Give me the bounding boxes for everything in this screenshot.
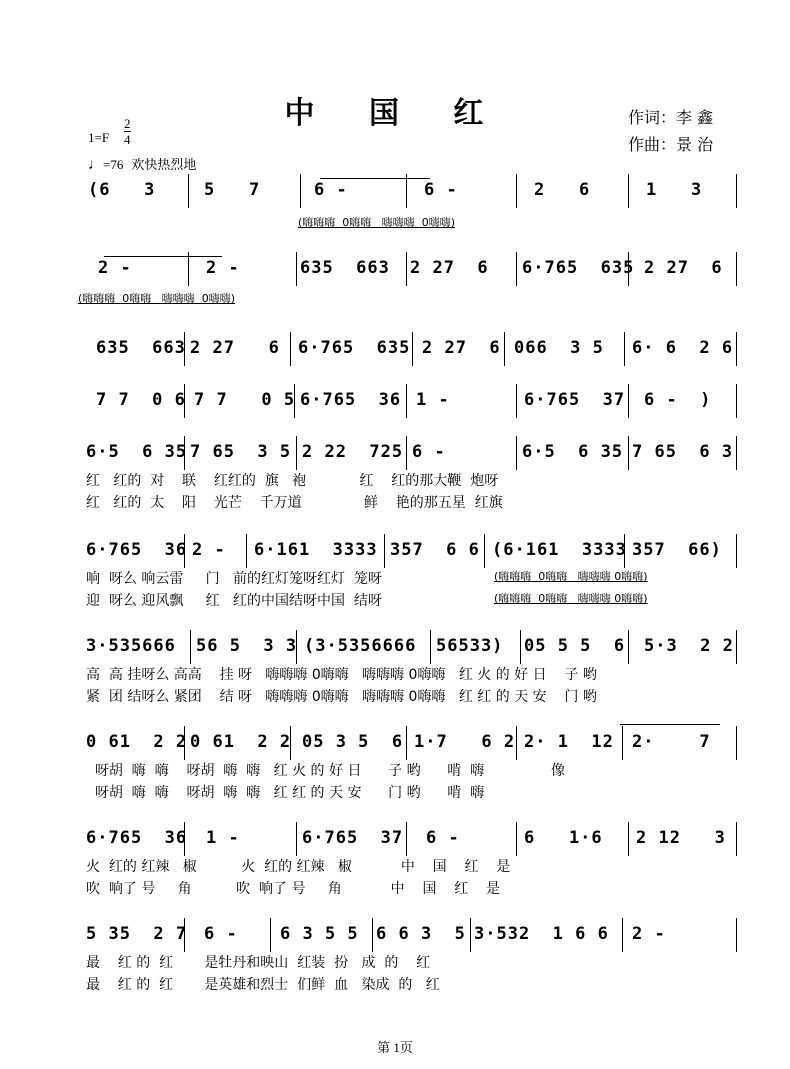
tempo-value: =76 <box>103 157 124 172</box>
barline <box>736 534 737 568</box>
lyrics-verse-2: 吹 响了 号 角 吹 响了 号 角 中 国 红 是 <box>86 881 501 897</box>
measure: 6 - ) <box>644 390 712 410</box>
barline <box>622 918 623 952</box>
lyricist: 作词：李 鑫 <box>628 108 714 127</box>
interlude-vocal: (嗨嗨嗨 0嗨嗨 嗨嗨嗨 0嗨嗨) <box>78 292 236 305</box>
measure: 2 - <box>206 258 240 278</box>
song-title: 中 国 红 <box>284 96 506 131</box>
measure: 5 7 <box>204 180 261 200</box>
lyrics-verse-1: 呀胡 嗨 嗨 呀胡 嗨 嗨 红 火 的 好 日 子 哟 啃 嗨 像 <box>86 763 565 779</box>
measure: 7 65 3 5 <box>190 442 292 462</box>
measure: 6·765 635 <box>522 258 635 278</box>
measure: 6· 6 2 6 <box>632 338 734 358</box>
measure: 6·5 6 35 <box>522 442 624 462</box>
barline <box>516 384 517 418</box>
measure-line <box>84 388 744 414</box>
lyrics-verse-2: 最 红 的 红 是英雄和烈士 们鲜 血 染成 的 红 <box>86 977 440 993</box>
barline <box>736 726 737 760</box>
barline <box>628 384 629 418</box>
measure: 2 27 6 <box>190 338 280 358</box>
measure: 7 7 0 5 <box>194 390 296 410</box>
measure: 7 65 6 3 <box>632 442 734 462</box>
interlude-vocal: (嗨嗨嗨 0嗨嗨 嗨嗨嗨 0嗨嗨) <box>494 570 648 583</box>
barline <box>384 534 385 568</box>
measure: 6 6 3 5 <box>376 924 466 944</box>
measure: 635 663 <box>96 338 186 358</box>
lyrics-verse-2: 呀胡 嗨 嗨 呀胡 嗨 嗨 红 红 的 天 安 门 哟 啃 嗨 <box>86 785 485 801</box>
measure: (6 3 <box>88 180 156 200</box>
measure: 2 6 <box>534 180 591 200</box>
barline <box>296 436 297 470</box>
measure: 2 - <box>192 540 226 560</box>
barline <box>412 332 413 366</box>
measure: 357 6 6 <box>390 540 480 560</box>
barline <box>406 436 407 470</box>
lyrics-verse-1: 火 红的 红辣 椒 火 红的 红辣 椒 中 国 红 是 <box>86 859 511 875</box>
measure: 56 5 3 3 <box>196 636 298 656</box>
barline <box>430 630 431 664</box>
interlude-vocal: (嗨嗨嗨 0嗨嗨 嗨嗨嗨 0嗨嗨) <box>298 216 456 229</box>
measure: 6·765 37 <box>524 390 626 410</box>
measure: 6 3 5 5 <box>280 924 359 944</box>
barline <box>188 252 189 286</box>
interlude-vocal: (嗨嗨嗨 0嗨嗨 嗨嗨嗨 0嗨嗨) <box>494 592 648 605</box>
barline <box>516 726 517 760</box>
barline <box>406 822 407 856</box>
quarter-note-icon: ♩ <box>88 157 103 173</box>
lyrics-verse-2: 紧 团 结呀么 紧团 结 呀 嗨嗨嗨 0嗨嗨 嗨嗨嗨 0嗨嗨 红 红 的 天 安 门 哟 <box>86 689 597 705</box>
barline <box>628 630 629 664</box>
measure-line <box>84 336 744 362</box>
tie <box>620 724 720 725</box>
measure-line <box>84 922 744 948</box>
barline <box>188 174 189 208</box>
barline <box>516 252 517 286</box>
measure: 05 3 5 6 <box>302 732 404 752</box>
measure: 1 3 <box>646 180 703 200</box>
measure: 6 - <box>426 828 460 848</box>
barline <box>270 918 271 952</box>
barline <box>484 534 485 568</box>
measure: 1 - <box>416 390 450 410</box>
measure: 56533) <box>436 636 504 656</box>
mood-marking: 欢快热烈地 <box>131 157 197 172</box>
measure: 1 - <box>206 828 240 848</box>
measure: 3·532 1 6 6 <box>474 924 609 944</box>
measure: 066 3 5 <box>514 338 604 358</box>
credits <box>628 104 713 158</box>
barline <box>736 918 737 952</box>
measure: 2 - <box>632 924 666 944</box>
lyrics-verse-2: 红 红的 太 阳 光芒 千万道 鲜 艳的那五星 红旗 <box>86 495 503 511</box>
barline <box>246 534 247 568</box>
measure: 6 - <box>204 924 238 944</box>
measure: 635 663 <box>300 258 390 278</box>
measure: 6 - <box>314 180 348 200</box>
barline <box>628 822 629 856</box>
measure: (3·5356666 <box>304 636 417 656</box>
measure: 2· 1 12 <box>524 732 614 752</box>
tempo-marking <box>88 154 196 174</box>
measure: 2 22 725 <box>302 442 404 462</box>
measure: 2 12 3 <box>636 828 726 848</box>
measure: 6 - <box>412 442 446 462</box>
measure-line <box>84 826 744 852</box>
tie <box>320 178 430 179</box>
barline <box>406 252 407 286</box>
measure: 6·765 37 <box>302 828 404 848</box>
measure: 6·5 6 35 <box>86 442 188 462</box>
barline <box>736 630 737 664</box>
barline <box>516 822 517 856</box>
measure-line <box>84 538 744 564</box>
measure-line <box>84 440 744 466</box>
barline <box>290 332 291 366</box>
barline <box>516 174 517 208</box>
measure-line <box>84 256 744 282</box>
measure: 6·161 3333 <box>254 540 378 560</box>
time-denominator: 4 <box>124 132 131 147</box>
measure: 2 27 6 <box>422 338 501 358</box>
barline <box>296 252 297 286</box>
measure: (6·161 3333 <box>492 540 627 560</box>
barline <box>624 332 625 366</box>
barline <box>736 174 737 208</box>
barline <box>520 630 521 664</box>
barline <box>516 436 517 470</box>
lyrics-verse-1: 最 红 的 红 是牡丹和映山 红装 扮 成 的 红 <box>86 955 431 971</box>
barline <box>736 252 737 286</box>
barline <box>736 436 737 470</box>
lyrics-verse-1: 红 红的 对 联 红红的 旗 袍 红 红的那大鞭 炮呀 <box>86 473 499 489</box>
measure: 6·765 36 <box>300 390 402 410</box>
composer: 作曲：景 治 <box>628 135 714 154</box>
measure: 3·535666 <box>86 636 176 656</box>
measure: 05 5 5 6 <box>524 636 626 656</box>
barline <box>622 726 623 760</box>
measure-line <box>84 730 744 756</box>
time-numerator: 2 <box>124 116 131 131</box>
time-signature <box>124 116 131 147</box>
measure: 5 35 2 7 <box>86 924 188 944</box>
barline <box>628 174 629 208</box>
measure: 2 - <box>98 258 132 278</box>
barline <box>504 332 505 366</box>
measure: 1·7 6 2 <box>414 732 516 752</box>
measure: 6 - <box>424 180 458 200</box>
barline <box>406 384 407 418</box>
measure: 357 66) <box>632 540 722 560</box>
barline <box>372 918 373 952</box>
barline <box>406 726 407 760</box>
barline <box>470 918 471 952</box>
measure: 2 27 6 <box>644 258 723 278</box>
measure: 0 61 2 2 <box>190 732 292 752</box>
lyrics-verse-1: 高 高 挂呀么 高高 挂 呀 嗨嗨嗨 0嗨嗨 嗨嗨嗨 0嗨嗨 红 火 的 好 日 子 哟 <box>86 667 597 683</box>
barline <box>736 822 737 856</box>
barline <box>736 384 737 418</box>
measure-line <box>84 178 744 204</box>
key-signature: 1=F <box>88 130 110 145</box>
measure: 0 61 2 2 <box>86 732 188 752</box>
measure: 6 1·6 <box>524 828 603 848</box>
tie <box>104 256 222 257</box>
measure: 6·765 36 <box>86 540 188 560</box>
barline <box>190 630 191 664</box>
barline <box>300 174 301 208</box>
measure: 2· 7 <box>632 732 711 752</box>
measure: 5·3 2 2 <box>644 636 734 656</box>
measure: 6·765 36 <box>86 828 188 848</box>
page-number: 第 1页 <box>377 1040 413 1055</box>
lyrics-verse-2: 迎 呀么 迎风飘 红 红的中国结呀中国 结呀 <box>86 593 382 609</box>
barline <box>296 822 297 856</box>
barline <box>406 174 407 208</box>
lyrics-verse-1: 响 呀么 响云雷 门 前的红灯笼呀红灯 笼呀 <box>86 571 382 587</box>
measure: 2 27 6 <box>410 258 489 278</box>
barline <box>736 332 737 366</box>
barline <box>628 436 629 470</box>
measure: 6·765 635 <box>298 338 411 358</box>
measure-line <box>84 634 744 660</box>
measure: 7 7 0 6 <box>96 390 186 410</box>
